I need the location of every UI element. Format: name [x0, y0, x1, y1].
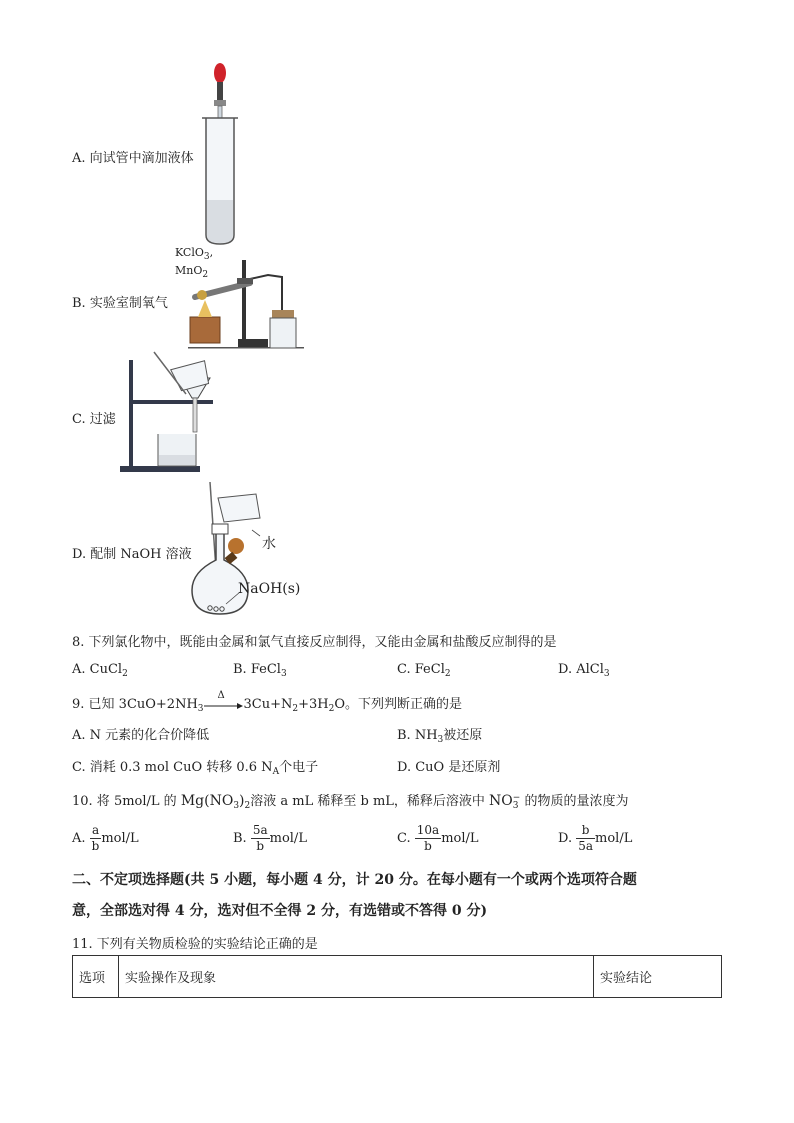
section-2-heading-line2: 意，全部选对得 4 分，选对但不全得 2 分，有选错或不答得 0 分)	[72, 903, 488, 919]
table-header-operation: 实验操作及现象	[119, 956, 594, 998]
question-11-stem: 11. 下列有关物质检验的实验结论正确的是	[72, 937, 318, 952]
question-8-option-d[interactable]: D. AlCl$_3$	[558, 662, 610, 679]
question-9-option-c[interactable]: C. 消耗 0.3 mol CuO 转移 0.6 $N_A$个电子	[72, 760, 319, 777]
question-8-option-b[interactable]: B. FeCl$_3$	[233, 662, 287, 679]
question-10-option-c[interactable]: C. $\frac{10a}{b}$ mol/L	[397, 823, 479, 853]
question-8-option-a[interactable]: A. CuCl$_2$	[72, 662, 128, 679]
question-9-option-a[interactable]: A. N 元素的化合价降低	[72, 728, 210, 743]
water-label: 水	[262, 536, 276, 552]
question-9-option-d[interactable]: D. CuO 是还原剂	[397, 760, 501, 775]
option-d-label: D. 配制 NaOH 溶液	[72, 547, 192, 562]
question-10-option-b[interactable]: B. $\frac{5a}{b}$ mol/L	[233, 823, 307, 853]
test-tube-dropper-illustration	[196, 60, 246, 248]
question-10-option-d[interactable]: D. $\frac{b}{5a}$ mol/L	[558, 823, 633, 853]
oxygen-preparation-illustration	[180, 255, 310, 355]
table-header-conclusion: 实验结论	[594, 956, 722, 998]
question-8-stem: 8. 下列氯化物中，既能由金属和氯气直接反应制得，又能由金属和盐酸反应制得的是	[72, 635, 557, 650]
option-c-label: C. 过滤	[72, 412, 116, 427]
question-9-option-b[interactable]: B. $NH_3$被还原	[397, 728, 483, 745]
option-a-label: A. 向试管中滴加液体	[72, 151, 194, 166]
question-10-stem: 10. 将 5mol/L 的 $Mg(NO_3)_2$溶液 a mL 稀释至 b mL，稀释后溶液中 NO − 3 的物质的量浓度为	[72, 792, 629, 811]
filtration-illustration	[118, 350, 218, 475]
naoh-solid-label: NaOH(s)	[238, 581, 301, 597]
question-10-option-a[interactable]: A. $\frac{a}{b}$ mol/L	[72, 823, 139, 853]
table-header-option: 选项	[73, 956, 119, 998]
section-2-heading-line1: 二、不定项选择题(共 5 小题，每小题 4 分，计 20 分。在每小题有一个或两个选项符合题	[72, 872, 637, 888]
reagent-label: KClO$_3$, MnO$_2$	[175, 246, 214, 280]
question-9-stem: 9. 已知 $3CuO+2NH_3$ Δ $3Cu+N_2+3H_2O$。下列判断正确的是	[72, 689, 463, 714]
question-8-option-c[interactable]: C. FeCl$_2$	[397, 662, 451, 679]
question-11-table	[72, 955, 722, 998]
table-header-row	[73, 956, 722, 998]
option-b-label: B. 实验室制氧气	[72, 296, 168, 311]
heat-arrow: Δ	[204, 698, 244, 712]
